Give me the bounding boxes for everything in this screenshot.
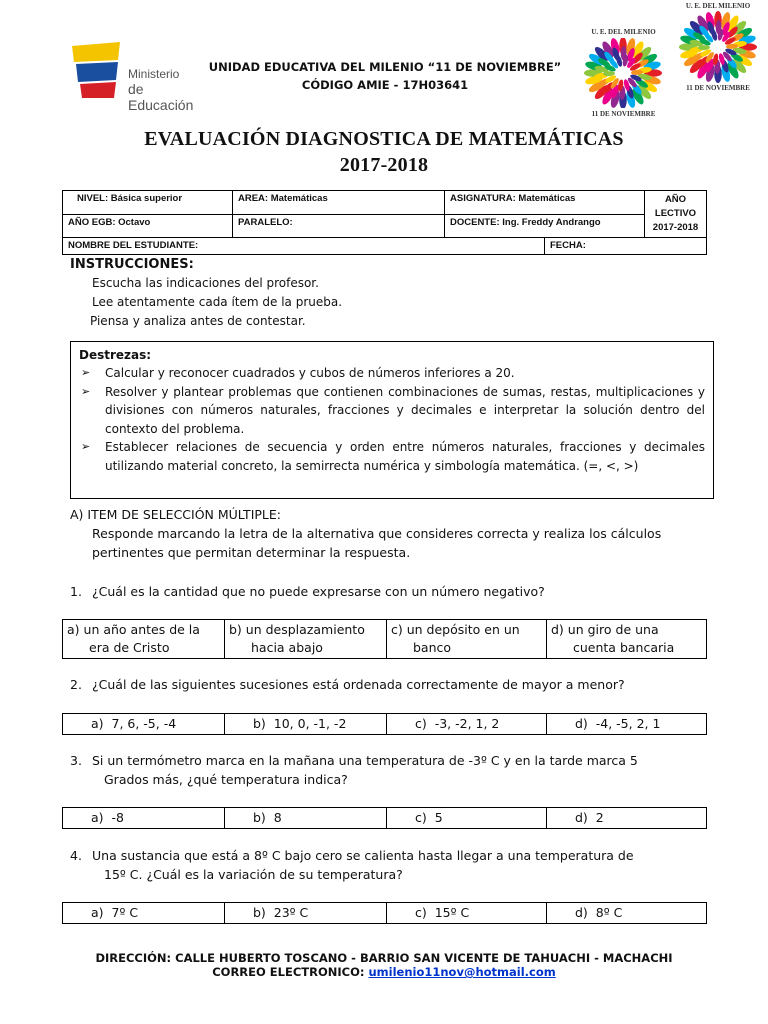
option-b[interactable]: b) 10, 0, -1, -2: [225, 714, 387, 735]
options-table: [62, 713, 707, 735]
email-link[interactable]: umilenio11nov@hotmail.com: [368, 965, 556, 979]
options-table: [62, 902, 707, 924]
mandala-center: [617, 67, 629, 79]
options-table: [62, 807, 707, 829]
logo-line1: Ministerio: [128, 67, 180, 81]
footer-address: DIRECCIÓN: CALLE HUBERTO TOSCANO - BARRIO SAN VICENTE DE TAHUACHI - MACHACHI: [95, 951, 673, 965]
destrezas-box: [70, 341, 714, 499]
nombre-cell[interactable]: NOMBRE DEL ESTUDIANTE:: [63, 238, 545, 255]
ministry-emblem-icon: [68, 40, 128, 100]
option-a[interactable]: a) 7º C: [63, 903, 225, 924]
logo-line2: de Educación: [128, 81, 194, 113]
option-d[interactable]: d) -4, -5, 2, 1: [547, 714, 707, 735]
instruction-item: Piensa y analiza antes de contestar.: [90, 314, 306, 328]
destreza-item: ➢ Establecer relaciones de secuencia y orden entre números naturales, fracciones y decimales utilizando material concreto, la semirrecta numérica y simbología matemática. (=, <, >): [81, 440, 705, 473]
option-a[interactable]: a) un año antes de la era de Cristo: [63, 620, 225, 659]
option-d[interactable]: d) 2: [547, 808, 707, 829]
option-c[interactable]: c) 5: [387, 808, 547, 829]
student-info-table: [62, 190, 707, 255]
question-number: 3.: [70, 753, 82, 768]
school-code: CÓDIGO AMIE - 17H03641: [301, 78, 469, 92]
mandala-icon: [677, 10, 759, 84]
option-c[interactable]: c) 15º C: [387, 903, 547, 924]
nivel-cell: NIVEL: Básica superior: [63, 191, 233, 215]
docente-cell: DOCENTE: Ing. Freddy Andrango: [445, 214, 645, 238]
option-c[interactable]: c) un depósito en un banco: [387, 620, 547, 659]
question-number: 1.: [70, 584, 82, 599]
mandala-center: [712, 41, 724, 53]
exam-year: 2017-2018: [339, 154, 429, 176]
question-text: ¿Cuál es la cantidad que no puede expresarse con un número negativo?: [92, 584, 545, 599]
option-a[interactable]: a) -8: [63, 808, 225, 829]
question-text-line2: 15º C. ¿Cuál es la variación de su temperatura?: [104, 867, 403, 882]
arrow-bullet-icon: ➢: [81, 440, 91, 453]
school-name: UNIDAD EDUCATIVA DEL MILENIO “11 DE NOVIEMBRE”: [208, 60, 562, 74]
question-text: Si un termómetro marca en la mañana una temperatura de -3º C y en la tarde marca 5: [92, 753, 638, 768]
mandala-icon: [583, 38, 663, 108]
question-text: ¿Cuál de las siguientes sucesiones está ordenada correctamente de mayor a menor?: [92, 677, 625, 692]
option-b[interactable]: b) un desplazamiento hacia abajo: [225, 620, 387, 659]
destreza-item: ➢ Calcular y reconocer cuadrados y cubos de números inferiores a 20.: [79, 364, 705, 383]
option-a[interactable]: a) 7, 6, -5, -4: [63, 714, 225, 735]
section-a-heading: A) ITEM DE SELECCIÓN MÚLTIPLE:: [70, 507, 281, 522]
seal-top-caption: U. E. DEL MILENIO: [685, 2, 751, 10]
instruction-item: Escucha las indicaciones del profesor.: [92, 276, 319, 290]
question-text: Una sustancia que está a 8º C bajo cero se calienta hasta llegar a una temperatura de: [92, 848, 634, 863]
email-label: CORREO ELECTRONICO:: [212, 965, 369, 979]
option-d[interactable]: d) 8º C: [547, 903, 707, 924]
exam-title: EVALUACIÓN DIAGNOSTICA DE MATEMÁTICAS: [144, 128, 624, 150]
option-b[interactable]: b) 23º C: [225, 903, 387, 924]
instruction-item: Lee atentamente cada ítem de la prueba.: [92, 295, 343, 309]
asignatura-cell: ASIGNATURA: Matemáticas: [445, 191, 645, 215]
section-a-line2: pertinentes que permitan determinar la respuesta.: [92, 545, 411, 560]
anio-lectivo-label: AÑO LECTIVO: [654, 194, 697, 219]
option-c[interactable]: c) -3, -2, 1, 2: [387, 714, 547, 735]
school-seal: [576, 28, 671, 120]
paralelo-cell[interactable]: PARALELO:: [233, 214, 445, 238]
section-a-line1: Responde marcando la letra de la alternativa que consideres correcta y realiza los cálculos: [92, 526, 662, 541]
option-d[interactable]: d) un giro de una cuenta bancaria: [547, 620, 707, 659]
seal-top-caption: U. E. DEL MILENIO: [591, 28, 656, 36]
options-table: [62, 619, 707, 659]
question-number: 4.: [70, 848, 82, 863]
seal-bottom-caption: 11 DE NOVIEMBRE: [686, 84, 750, 92]
destrezas-heading: Destrezas:: [79, 348, 152, 362]
arrow-bullet-icon: ➢: [81, 366, 91, 379]
anio-lectivo-value: 2017-2018: [652, 222, 699, 233]
destreza-item: ➢ Resolver y plantear problemas que contienen combinaciones de sumas, restas, multiplicaciones y divisiones con números naturales, fracciones y decimales e interpretar la solución dentro del contexto del problema.: [81, 384, 705, 436]
ministerio-logo: [68, 40, 203, 113]
seal-bottom-caption: 11 DE NOVIEMBRE: [591, 110, 656, 118]
area-cell: AREA: Matemáticas: [233, 191, 445, 215]
anio-lectivo-cell: [645, 191, 707, 238]
school-seal: [672, 2, 764, 98]
question-text-line2: Grados más, ¿qué temperatura indica?: [104, 772, 348, 787]
question-number: 2.: [70, 677, 82, 692]
arrow-bullet-icon: ➢: [81, 384, 91, 398]
instructions-heading: INSTRUCCIONES:: [70, 257, 194, 272]
footer-email-line: [60, 965, 708, 979]
fecha-cell[interactable]: FECHA:: [545, 238, 707, 255]
option-b[interactable]: b) 8: [225, 808, 387, 829]
anio-egb-cell: AÑO EGB: Octavo: [63, 214, 233, 238]
